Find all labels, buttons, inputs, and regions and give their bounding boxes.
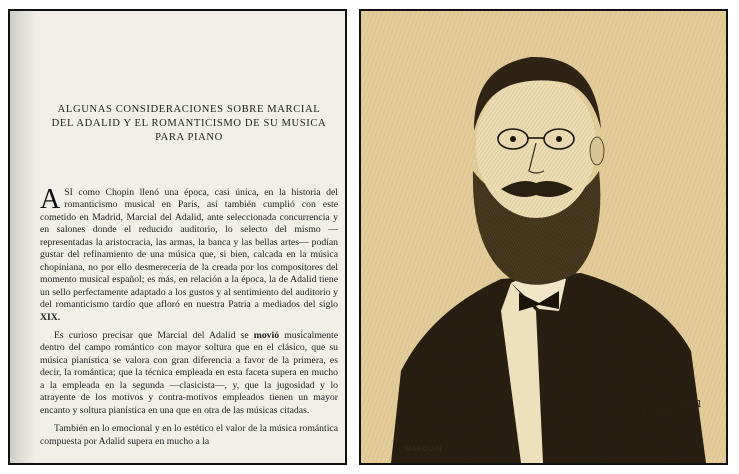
ear [590,137,604,165]
paragraph-1-text: SI como Chopin llenó una época, casi única, en la historia del romanticismo musical en París, así también cumplió con este cometido en Madrid, Marcial del Adalid, ante seleccionada concurrencia y en salones donde el reducido auditorio, lo selecto del mismo —representadas la aristocracia, las armas, la banca y las bellas artes— podían gustar del refinamiento de una música que, si bien, calcada en la música chopiniana, no por ello desmerecería de la creada por los compositores del momento musical español; es más, en relación a la época, la de Adalid tiene un sello perfectamente adaptado a los gustos y al sentimiento del auditorio y del romanticismo tardío que afloró en nuestra Patria a mediados del siglo [40,187,338,311]
article-title: ALGUNAS CONSIDERACIONES SOBRE MARCIAL DEL ADALID Y EL ROMANTICISMO DE SU MUSICA PARA PIANO [51,104,327,143]
paragraph-3-text: También en lo emocional y en lo estético el valor de la música romántica compuesta por Adalid supera en mucho a la [40,423,338,447]
text-page-panel [8,9,347,465]
paragraph-1-century: XIX. [40,311,61,323]
page-gutter-shadow [10,11,36,463]
left-eye [510,136,516,142]
paragraph-3 [40,423,338,448]
paragraph-2-start: Es curioso precisar que Marcial del Adalid se [54,329,249,341]
paragraph-2-bold-word: movió [253,329,280,341]
right-eye [556,136,562,142]
paragraph-2 [40,330,338,417]
engraver-credit: MARQUIN [405,445,443,453]
portrait-panel [359,9,728,465]
paragraph-2-rest: musicalmente dentro del campo romántico con mayor soltura que en el clásico, que su música pianística se valora con gran diferencia a favor de la primera, es decir, la romántica; que la técnica empleada en esta faceta supera en mucho a la empleada en la segunda —clasicista—, y, que la jugosidad y lo atrayente de los motivos y contra-motivos empleados tienen un mayor encanto y soltura pianística en una que en otra de las músicas citadas. [40,329,339,416]
drop-cap: A [40,184,61,215]
paragraph-1 [40,184,338,324]
artist-signature: J. Lucena [640,395,703,420]
engraved-portrait [361,11,726,463]
article-body [40,184,339,454]
